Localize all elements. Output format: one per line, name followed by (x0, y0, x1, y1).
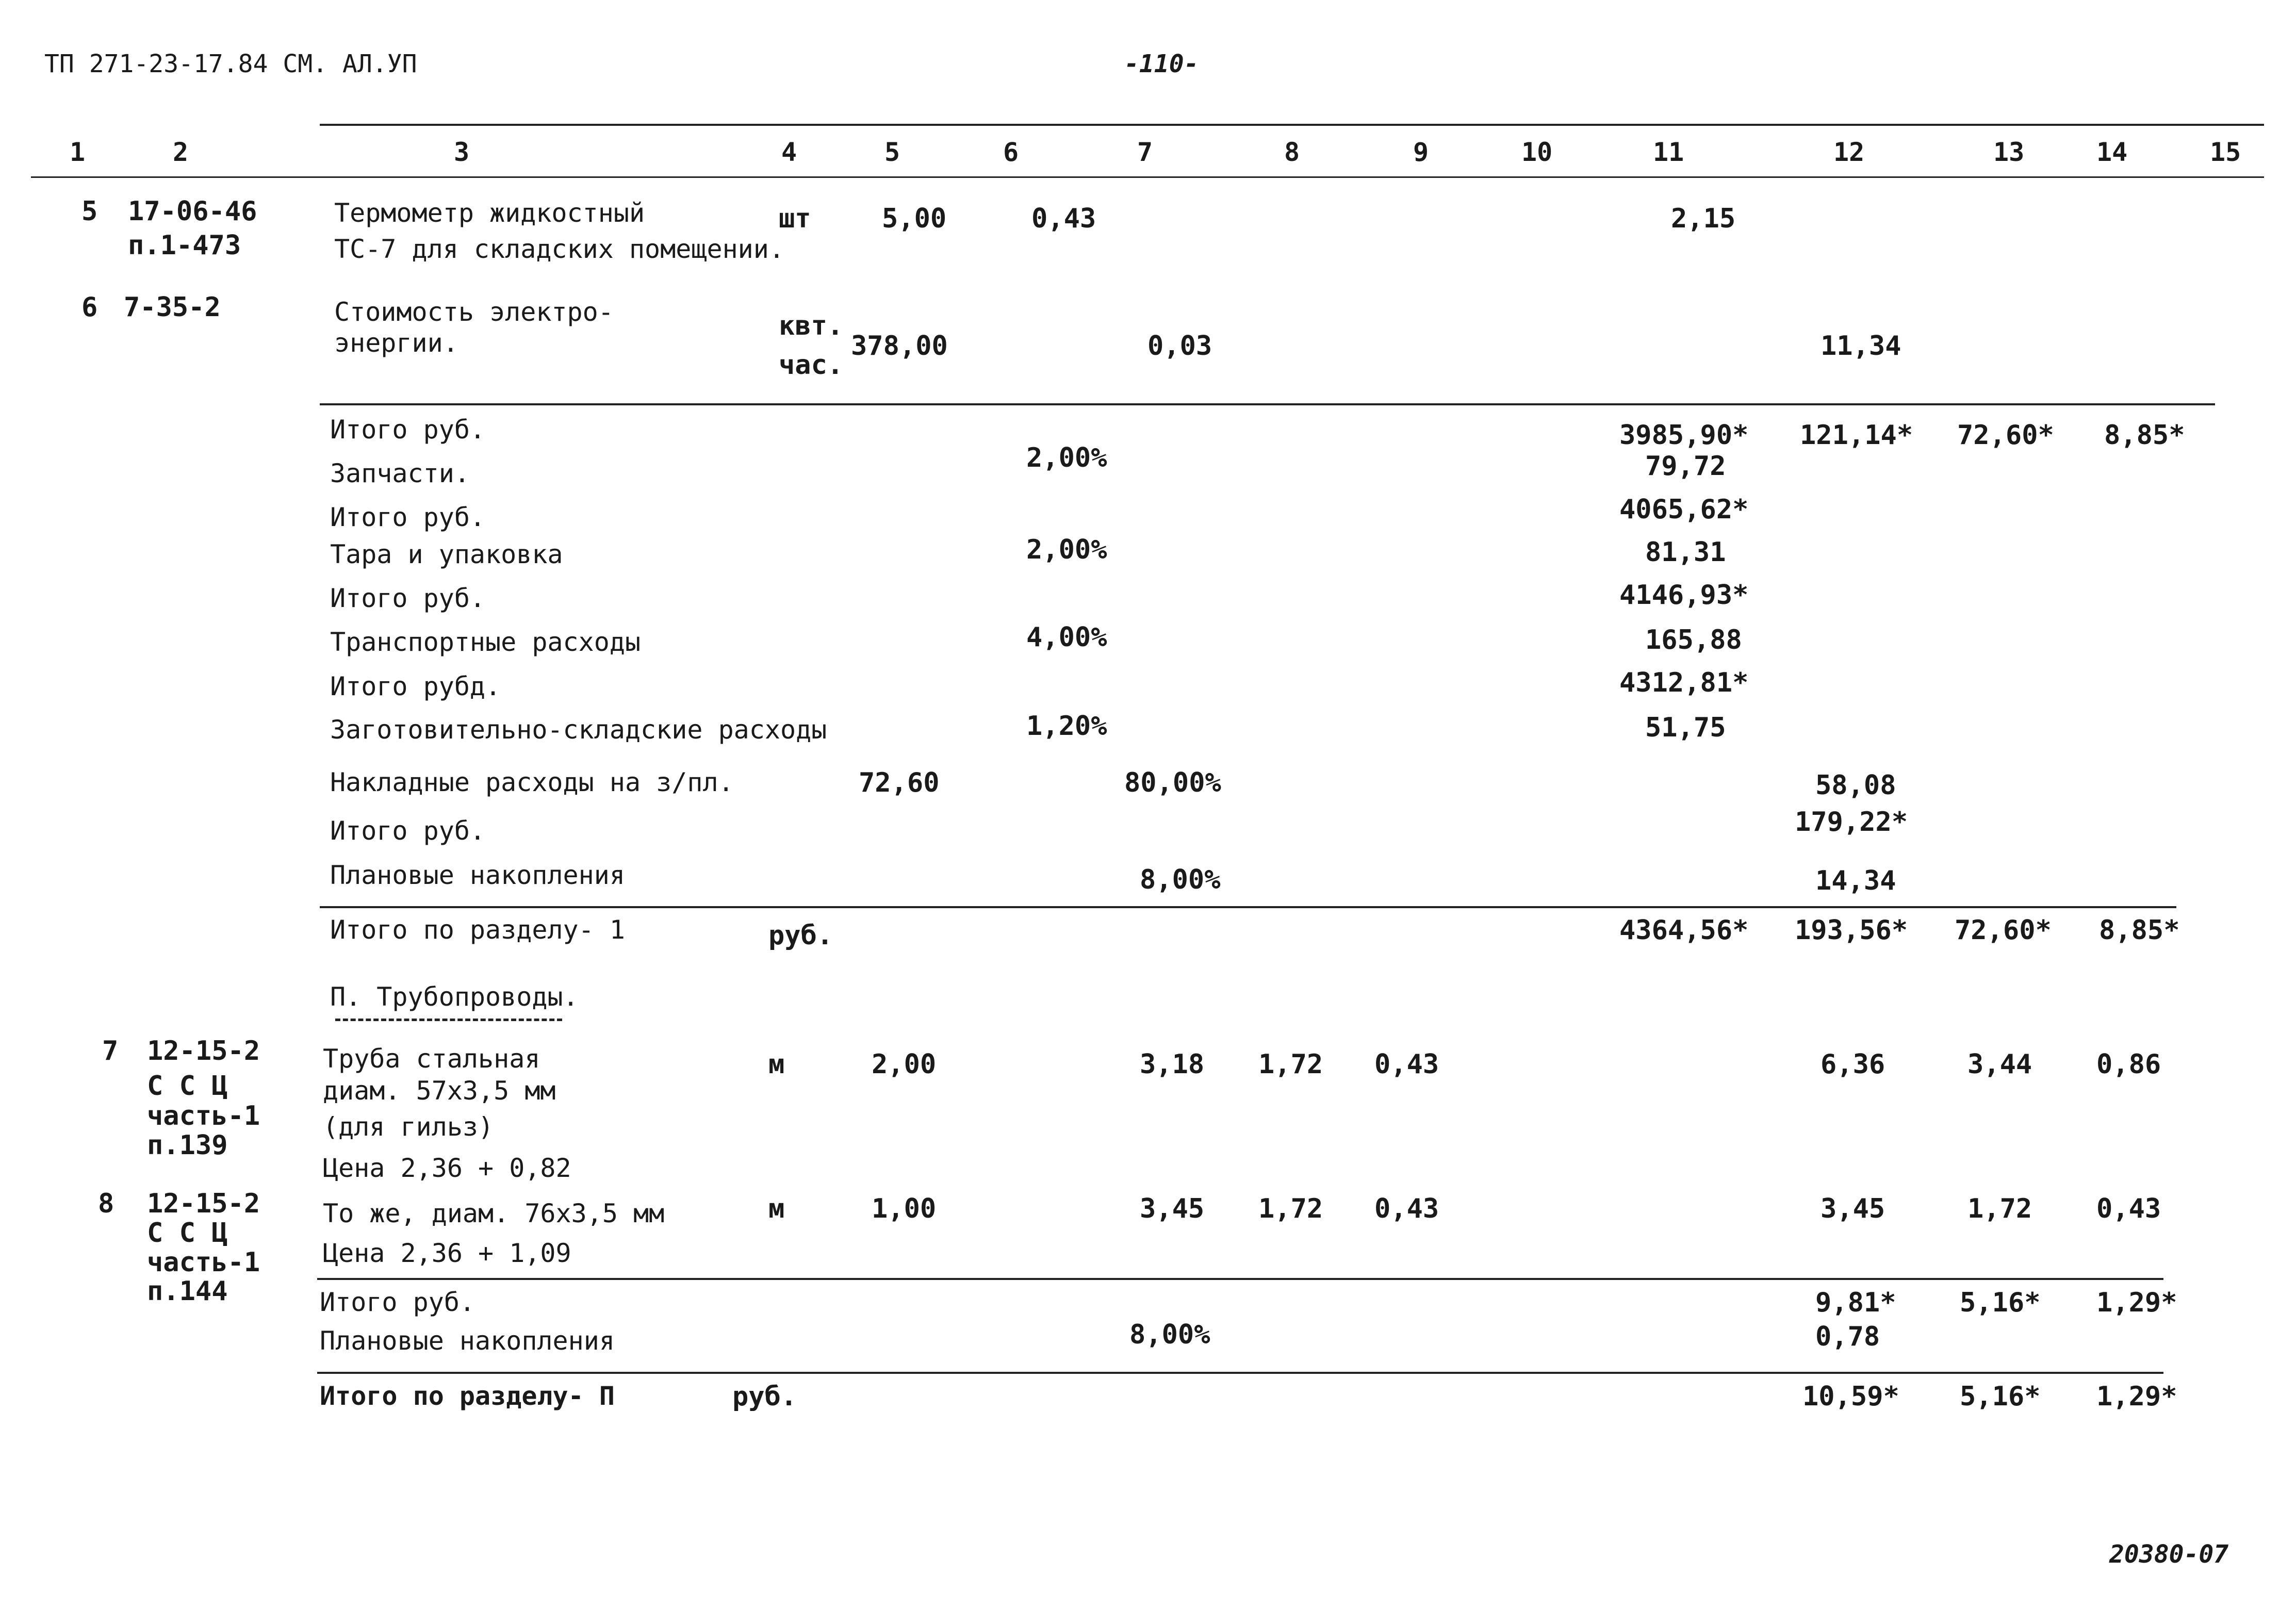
cell: 9,81* (1815, 1287, 1896, 1318)
norm-code: С С Ц (147, 1071, 228, 1102)
cell: 3,45 (1140, 1193, 1205, 1224)
archive-stamp: 20380-07 (2109, 1540, 2229, 1569)
item-name: То же, диам. 76х3,5 мм (323, 1199, 665, 1228)
column-number: 5 (884, 137, 900, 167)
row-label: Итого руб. (330, 415, 486, 445)
page-number: -110- (1124, 50, 1199, 78)
row-label: Транспортные расходы (330, 627, 641, 657)
section-total-rule (320, 906, 2176, 908)
cell: 2,00% (1026, 442, 1107, 473)
cell: 10,59* (1802, 1381, 1899, 1412)
item-name: Труба стальная (323, 1044, 540, 1074)
cell: 1,29* (2096, 1381, 2177, 1412)
cell: 81,31 (1645, 537, 1726, 568)
cell: 1,00 (872, 1193, 937, 1224)
cell: 4065,62* (1619, 494, 1749, 525)
row-label: Итого руб. (330, 583, 486, 613)
column-number: 10 (1521, 137, 1553, 167)
unit: квт. (779, 310, 844, 341)
item-name: ТС-7 для складских помещении. (334, 234, 784, 264)
price-note: Цена 2,36 + 0,82 (323, 1153, 571, 1183)
section-total-rule (317, 1372, 2163, 1374)
unit: м (768, 1193, 785, 1224)
column-number: 15 (2210, 137, 2241, 167)
item-name: энергии. (334, 328, 458, 358)
cell: 79,72 (1645, 451, 1726, 482)
cell: 4,00% (1026, 622, 1107, 653)
cell: 0,43 (1031, 203, 1096, 234)
cell: 3,44 (1967, 1049, 2032, 1080)
item-name: Стоимость электро- (334, 297, 614, 327)
cell: 121,14* (1800, 420, 1913, 451)
item-name: диам. 57х3,5 мм (323, 1076, 556, 1106)
column-number: 7 (1137, 137, 1153, 167)
cell: 3985,90* (1619, 420, 1749, 451)
cell: 2,15 (1671, 203, 1736, 234)
unit: руб. (768, 920, 833, 951)
column-number: 12 (1833, 137, 1865, 167)
unit: руб. (732, 1381, 797, 1412)
cell: 1,72 (1258, 1049, 1323, 1080)
row-label: Запчасти. (330, 458, 470, 488)
cell: 8,00% (1140, 864, 1221, 895)
cell: 5,16* (1960, 1287, 2041, 1318)
column-number: 4 (781, 137, 797, 167)
cell: 1,72 (1258, 1193, 1323, 1224)
row-label: Тара и упаковка (330, 539, 563, 569)
table-top-rule (320, 124, 2264, 126)
column-number: 9 (1413, 137, 1429, 167)
row-number: 5 (81, 196, 98, 227)
cell: 51,75 (1645, 712, 1726, 743)
cell: 0,78 (1815, 1321, 1880, 1352)
row-label: Итого рубд. (330, 671, 501, 701)
row-number: 6 (81, 292, 98, 323)
cell: 0,43 (2096, 1193, 2161, 1224)
norm-code: часть-1 (147, 1247, 260, 1278)
row-label: Итого руб. (330, 816, 486, 846)
row-label: Плановые накопления (320, 1326, 615, 1356)
section-title: П. Трубопроводы. (330, 982, 579, 1012)
norm-code: 12-15-2 (147, 1036, 260, 1066)
row-label: Плановые накопления (330, 860, 625, 890)
cell: 378,00 (851, 331, 948, 362)
row-label: Итого руб. (330, 502, 486, 532)
column-header-rule (31, 176, 2264, 178)
item-name: Термометр жидкостный (334, 198, 645, 228)
cell: 5,00 (882, 203, 947, 234)
cell: 2,00% (1026, 534, 1107, 565)
unit: м (768, 1049, 785, 1080)
price-note: Цена 2,36 + 1,09 (323, 1238, 571, 1268)
cell: 8,85* (2104, 420, 2185, 451)
section-title-underline (335, 1019, 562, 1021)
norm-code: п.1-473 (128, 230, 241, 261)
cell: 80,00% (1124, 767, 1221, 798)
cell: 72,60* (1957, 420, 2054, 451)
unit: шт (779, 203, 811, 234)
cell: 8,00% (1129, 1319, 1210, 1350)
cell: 0,43 (1374, 1049, 1439, 1080)
cell: 2,00 (872, 1049, 937, 1080)
row-label: Накладные расходы на з/пл. (330, 767, 734, 797)
row-label: Итого по разделу- П (320, 1381, 615, 1411)
cell: 6,36 (1821, 1049, 1885, 1080)
cell: 0,03 (1147, 331, 1212, 362)
cell: 4146,93* (1619, 580, 1749, 611)
norm-code: п.139 (147, 1130, 228, 1161)
cell: 193,56* (1795, 915, 1908, 946)
row-label: Итого руб. (320, 1287, 475, 1317)
unit: час. (779, 350, 844, 381)
cell: 72,60 (859, 767, 940, 798)
norm-code: 12-15-2 (147, 1188, 260, 1219)
cell: 0,43 (1374, 1193, 1439, 1224)
column-number: 13 (1993, 137, 2025, 167)
column-number: 8 (1284, 137, 1300, 167)
cell: 58,08 (1815, 770, 1896, 801)
norm-code: 17-06-46 (128, 196, 257, 227)
document-code: ТП 271-23-17.84 СМ. АЛ.УП (44, 50, 417, 78)
subtotal-rule (320, 403, 2215, 405)
norm-code: часть-1 (147, 1101, 260, 1131)
row-number: 8 (98, 1188, 114, 1219)
cell: 165,88 (1645, 625, 1742, 655)
cell: 4364,56* (1619, 915, 1749, 946)
column-number: 6 (1003, 137, 1019, 167)
cell: 5,16* (1960, 1381, 2041, 1412)
cell: 3,18 (1140, 1049, 1205, 1080)
subtotal-rule (317, 1278, 2163, 1280)
norm-code: С С Ц (147, 1218, 228, 1249)
item-name: (для гильз) (323, 1112, 494, 1142)
cell: 0,86 (2096, 1049, 2161, 1080)
cell: 11,34 (1821, 331, 1901, 362)
column-number: 3 (454, 137, 470, 167)
cell: 4312,81* (1619, 667, 1749, 698)
column-number: 1 (70, 137, 86, 167)
row-number: 7 (102, 1036, 119, 1066)
cell: 1,20% (1026, 711, 1107, 742)
row-label: Итого по разделу- 1 (330, 915, 625, 945)
column-number: 14 (2096, 137, 2128, 167)
cell: 14,34 (1815, 865, 1896, 896)
cell: 72,60* (1955, 915, 2052, 946)
norm-code: 7-35-2 (124, 292, 221, 323)
row-label: Заготовительно-складские расходы (330, 715, 827, 745)
column-number: 2 (173, 137, 189, 167)
cell: 8,85* (2099, 915, 2180, 946)
column-number: 11 (1653, 137, 1684, 167)
cell: 1,72 (1967, 1193, 2032, 1224)
cell: 1,29* (2096, 1287, 2177, 1318)
cell: 3,45 (1821, 1193, 1885, 1224)
cell: 179,22* (1795, 807, 1908, 838)
norm-code: п.144 (147, 1276, 228, 1307)
